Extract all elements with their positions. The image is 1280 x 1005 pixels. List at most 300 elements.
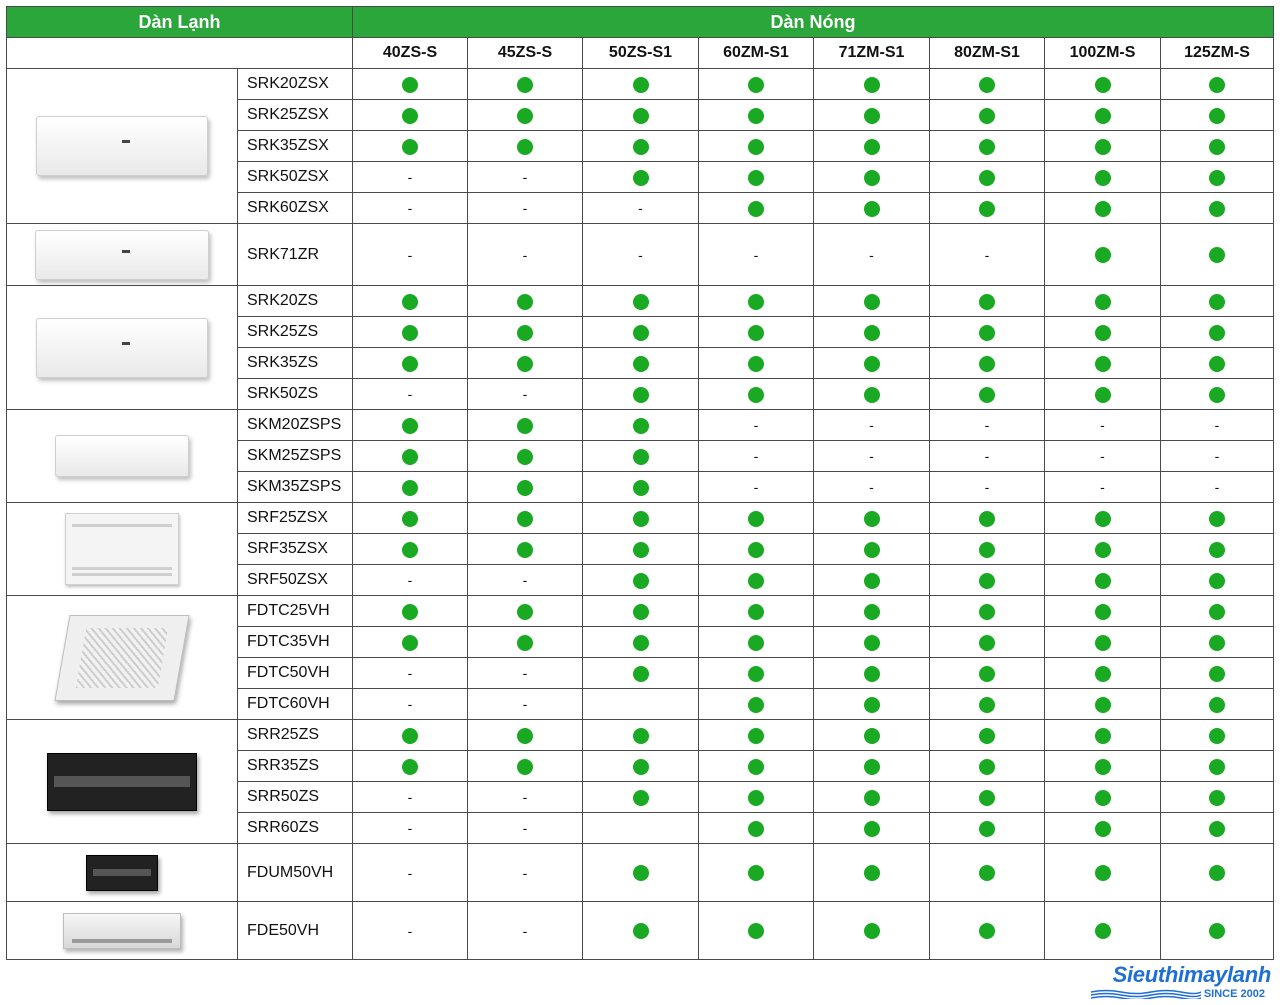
compatible-cell bbox=[930, 193, 1045, 224]
compatible-dot-icon bbox=[1095, 325, 1111, 341]
compatible-cell bbox=[930, 317, 1045, 348]
compatible-cell bbox=[930, 379, 1045, 410]
compatible-dot-icon bbox=[517, 449, 533, 465]
compatible-dot-icon bbox=[864, 635, 880, 651]
indoor-model-name: SRK35ZSX bbox=[238, 131, 353, 162]
compatible-cell bbox=[699, 286, 814, 317]
compatible-cell bbox=[468, 286, 583, 317]
compatible-cell bbox=[468, 100, 583, 131]
unavailable-dash: - bbox=[753, 479, 759, 495]
unavailable-cell bbox=[353, 813, 468, 844]
compatible-dot-icon bbox=[748, 604, 764, 620]
compatible-cell bbox=[353, 503, 468, 534]
compatible-cell bbox=[930, 658, 1045, 689]
compatible-cell bbox=[814, 565, 930, 596]
compatible-cell bbox=[1045, 69, 1161, 100]
compatible-dot-icon bbox=[1095, 666, 1111, 682]
outdoor-model-header: 50ZS-S1 bbox=[583, 38, 699, 69]
outdoor-model-header: 40ZS-S bbox=[353, 38, 468, 69]
compatible-dot-icon bbox=[633, 294, 649, 310]
indoor-model-name: SRK25ZSX bbox=[238, 100, 353, 131]
compatible-cell bbox=[583, 131, 699, 162]
compatible-cell bbox=[468, 720, 583, 751]
compatible-cell bbox=[814, 286, 930, 317]
compatible-cell bbox=[1161, 902, 1274, 960]
compatible-cell bbox=[1045, 902, 1161, 960]
compatible-dot-icon bbox=[979, 325, 995, 341]
unavailable-cell bbox=[468, 658, 583, 689]
ducted-unit-image bbox=[47, 753, 197, 811]
compatible-dot-icon bbox=[748, 356, 764, 372]
unavailable-dash: - bbox=[638, 200, 643, 216]
compatible-dot-icon bbox=[1095, 77, 1111, 93]
compatible-dot-icon bbox=[517, 635, 533, 651]
compatible-cell bbox=[1045, 689, 1161, 720]
compatible-cell bbox=[814, 193, 930, 224]
unavailable-dash: - bbox=[1100, 448, 1105, 464]
compatible-cell bbox=[1161, 720, 1274, 751]
compatible-dot-icon bbox=[748, 697, 764, 713]
compatible-dot-icon bbox=[979, 170, 995, 186]
compatible-dot-icon bbox=[1095, 790, 1111, 806]
compatible-cell bbox=[930, 689, 1045, 720]
compatible-dot-icon bbox=[979, 511, 995, 527]
outdoor-model-header: 45ZS-S bbox=[468, 38, 583, 69]
compatible-dot-icon bbox=[517, 542, 533, 558]
compatible-cell bbox=[699, 658, 814, 689]
compatible-dot-icon bbox=[748, 542, 764, 558]
compatible-dot-icon bbox=[1209, 635, 1225, 651]
compatible-dot-icon bbox=[1209, 247, 1225, 263]
outdoor-model-header: 71ZM-S1 bbox=[814, 38, 930, 69]
compatible-cell bbox=[930, 751, 1045, 782]
compatible-dot-icon bbox=[1209, 325, 1225, 341]
compatible-dot-icon bbox=[517, 325, 533, 341]
compatible-cell bbox=[930, 596, 1045, 627]
empty-cell bbox=[583, 813, 699, 844]
unavailable-cell bbox=[814, 224, 930, 286]
compatible-cell bbox=[583, 658, 699, 689]
unavailable-dash: - bbox=[407, 246, 413, 263]
compatible-dot-icon bbox=[1095, 865, 1111, 881]
unavailable-cell bbox=[1161, 441, 1274, 472]
indoor-model-name: SRR25ZS bbox=[238, 720, 353, 751]
compatible-cell bbox=[1045, 534, 1161, 565]
indoor-model-name: SKM25ZSPS bbox=[238, 441, 353, 472]
compatible-dot-icon bbox=[633, 635, 649, 651]
compatible-dot-icon bbox=[748, 294, 764, 310]
compatible-cell bbox=[930, 100, 1045, 131]
compatible-cell bbox=[814, 534, 930, 565]
compatible-cell bbox=[1161, 348, 1274, 379]
compatible-dot-icon bbox=[1209, 387, 1225, 403]
compatible-cell bbox=[1045, 348, 1161, 379]
compatible-cell bbox=[1045, 224, 1161, 286]
unavailable-dash: - bbox=[753, 417, 759, 433]
indoor-model-name: SRK60ZSX bbox=[238, 193, 353, 224]
compatible-dot-icon bbox=[864, 604, 880, 620]
unavailable-cell bbox=[468, 844, 583, 902]
compatible-dot-icon bbox=[979, 573, 995, 589]
wave-icon bbox=[1091, 989, 1201, 999]
compatible-cell bbox=[583, 844, 699, 902]
compatible-dot-icon bbox=[402, 542, 418, 558]
compatible-dot-icon bbox=[633, 480, 649, 496]
table-row bbox=[7, 286, 1274, 317]
indoor-model-name: SRF35ZSX bbox=[238, 534, 353, 565]
unavailable-dash: - bbox=[522, 820, 528, 836]
compatible-dot-icon bbox=[1209, 77, 1225, 93]
compatible-cell bbox=[930, 782, 1045, 813]
indoor-model-name: SRF50ZSX bbox=[238, 565, 353, 596]
indoor-model-name: SRR50ZS bbox=[238, 782, 353, 813]
compatible-dot-icon bbox=[1095, 170, 1111, 186]
compatible-cell bbox=[353, 69, 468, 100]
unavailable-dash: - bbox=[522, 864, 528, 881]
compatible-dot-icon bbox=[1095, 573, 1111, 589]
unavailable-cell bbox=[468, 689, 583, 720]
compatible-cell bbox=[1045, 844, 1161, 902]
indoor-unit-image-cell bbox=[7, 844, 238, 902]
indoor-model-name: SRK35ZS bbox=[238, 348, 353, 379]
compatible-dot-icon bbox=[633, 666, 649, 682]
compatible-cell bbox=[468, 69, 583, 100]
unavailable-dash: - bbox=[1100, 417, 1105, 433]
indoor-model-name: SRK25ZS bbox=[238, 317, 353, 348]
unavailable-cell bbox=[1045, 472, 1161, 503]
unavailable-cell bbox=[1045, 441, 1161, 472]
compatible-cell bbox=[814, 902, 930, 960]
table-row bbox=[7, 503, 1274, 534]
compatible-cell bbox=[1161, 286, 1274, 317]
compatible-cell bbox=[814, 627, 930, 658]
indoor-unit-image-cell bbox=[7, 224, 238, 286]
ceiling-suspended-unit-image bbox=[63, 913, 181, 949]
unavailable-cell bbox=[468, 224, 583, 286]
compatible-cell bbox=[814, 317, 930, 348]
unavailable-dash: - bbox=[407, 864, 413, 881]
table-row bbox=[7, 224, 1274, 286]
compatible-cell bbox=[699, 627, 814, 658]
compatible-cell bbox=[583, 902, 699, 960]
unavailable-dash: - bbox=[522, 922, 528, 939]
compatible-cell bbox=[930, 286, 1045, 317]
compatible-dot-icon bbox=[1209, 201, 1225, 217]
unavailable-cell bbox=[930, 441, 1045, 472]
compatible-dot-icon bbox=[1095, 728, 1111, 744]
compatible-dot-icon bbox=[979, 294, 995, 310]
unavailable-dash: - bbox=[522, 696, 528, 712]
compatible-dot-icon bbox=[1209, 604, 1225, 620]
compatible-dot-icon bbox=[1209, 759, 1225, 775]
indoor-model-name: SRR60ZS bbox=[238, 813, 353, 844]
compatible-dot-icon bbox=[1209, 573, 1225, 589]
compatible-cell bbox=[583, 317, 699, 348]
unavailable-cell bbox=[468, 902, 583, 960]
ducted-unit-small-image bbox=[86, 855, 158, 891]
compatible-dot-icon bbox=[402, 294, 418, 310]
compatible-dot-icon bbox=[748, 325, 764, 341]
compatible-dot-icon bbox=[864, 923, 880, 939]
compatible-cell bbox=[583, 379, 699, 410]
indoor-model-name: SKM20ZSPS bbox=[238, 410, 353, 441]
compatible-dot-icon bbox=[748, 139, 764, 155]
compatible-cell bbox=[699, 503, 814, 534]
unavailable-cell bbox=[353, 193, 468, 224]
compatible-cell bbox=[699, 751, 814, 782]
unavailable-cell bbox=[468, 379, 583, 410]
compatible-dot-icon bbox=[633, 387, 649, 403]
unavailable-cell bbox=[1161, 410, 1274, 441]
compatible-cell bbox=[1045, 193, 1161, 224]
compatible-dot-icon bbox=[979, 635, 995, 651]
unavailable-dash: - bbox=[407, 169, 413, 185]
compatible-dot-icon bbox=[633, 604, 649, 620]
unavailable-cell bbox=[468, 782, 583, 813]
compatible-dot-icon bbox=[864, 387, 880, 403]
compatible-dot-icon bbox=[864, 728, 880, 744]
compatible-dot-icon bbox=[1209, 666, 1225, 682]
compatible-dot-icon bbox=[979, 201, 995, 217]
compatible-cell bbox=[583, 565, 699, 596]
unavailable-dash: - bbox=[1214, 448, 1220, 464]
unavailable-dash: - bbox=[407, 922, 413, 939]
compatible-cell bbox=[699, 131, 814, 162]
compatible-cell bbox=[353, 534, 468, 565]
compatible-dot-icon bbox=[1095, 247, 1111, 263]
compatible-dot-icon bbox=[633, 418, 649, 434]
compatible-cell bbox=[699, 689, 814, 720]
compatible-cell bbox=[1161, 813, 1274, 844]
compatible-dot-icon bbox=[748, 923, 764, 939]
indoor-model-name: SRR35ZS bbox=[238, 751, 353, 782]
outdoor-model-header: 80ZM-S1 bbox=[930, 38, 1045, 69]
indoor-unit-image-cell bbox=[7, 596, 238, 720]
compatible-dot-icon bbox=[1209, 139, 1225, 155]
unavailable-cell bbox=[699, 410, 814, 441]
compatible-dot-icon bbox=[748, 387, 764, 403]
unavailable-dash: - bbox=[869, 246, 874, 263]
compatible-cell bbox=[468, 317, 583, 348]
compatible-cell bbox=[1161, 503, 1274, 534]
compatible-cell bbox=[1161, 131, 1274, 162]
compatible-dot-icon bbox=[1095, 759, 1111, 775]
unavailable-dash: - bbox=[1214, 417, 1220, 433]
unavailable-dash: - bbox=[407, 200, 413, 216]
unavailable-dash: - bbox=[984, 417, 990, 433]
compatible-cell bbox=[468, 596, 583, 627]
compatible-cell bbox=[1045, 565, 1161, 596]
compatible-cell bbox=[1045, 627, 1161, 658]
compatible-cell bbox=[1161, 627, 1274, 658]
compatible-dot-icon bbox=[1209, 923, 1225, 939]
compatible-dot-icon bbox=[748, 790, 764, 806]
unavailable-cell bbox=[1161, 472, 1274, 503]
compatible-cell bbox=[699, 813, 814, 844]
compatible-cell bbox=[583, 348, 699, 379]
empty-cell bbox=[583, 689, 699, 720]
compatible-cell bbox=[1045, 100, 1161, 131]
unavailable-cell bbox=[699, 441, 814, 472]
unavailable-cell bbox=[930, 472, 1045, 503]
compatible-cell bbox=[699, 348, 814, 379]
wall-mounted-unit-image bbox=[36, 116, 208, 176]
compatible-dot-icon bbox=[402, 635, 418, 651]
compatible-dot-icon bbox=[517, 480, 533, 496]
compatible-dot-icon bbox=[402, 108, 418, 124]
unavailable-dash: - bbox=[869, 448, 874, 464]
compatible-dot-icon bbox=[979, 697, 995, 713]
indoor-unit-image-cell bbox=[7, 410, 238, 503]
compatible-cell bbox=[930, 844, 1045, 902]
compatible-cell bbox=[814, 379, 930, 410]
compatible-dot-icon bbox=[979, 759, 995, 775]
compatible-dot-icon bbox=[864, 865, 880, 881]
compatible-cell bbox=[930, 534, 1045, 565]
compatible-cell bbox=[1045, 782, 1161, 813]
unavailable-dash: - bbox=[522, 665, 528, 681]
compatible-cell bbox=[930, 902, 1045, 960]
outdoor-units-header: Dàn Nóng bbox=[353, 7, 1274, 38]
compatible-dot-icon bbox=[633, 356, 649, 372]
compatible-cell bbox=[583, 782, 699, 813]
compatible-dot-icon bbox=[1095, 697, 1111, 713]
compatible-cell bbox=[468, 131, 583, 162]
compatible-dot-icon bbox=[1209, 511, 1225, 527]
compatible-dot-icon bbox=[1095, 108, 1111, 124]
compatibility-table bbox=[6, 6, 1274, 960]
compatible-dot-icon bbox=[748, 635, 764, 651]
compatible-dot-icon bbox=[633, 325, 649, 341]
compatible-cell bbox=[814, 689, 930, 720]
table-row bbox=[7, 410, 1274, 441]
compatible-cell bbox=[1161, 565, 1274, 596]
compatible-dot-icon bbox=[1095, 604, 1111, 620]
unavailable-dash: - bbox=[1214, 479, 1220, 495]
compatible-cell bbox=[814, 162, 930, 193]
compatible-cell bbox=[353, 286, 468, 317]
compatible-dot-icon bbox=[864, 139, 880, 155]
compatible-dot-icon bbox=[864, 573, 880, 589]
compatible-cell bbox=[583, 69, 699, 100]
indoor-model-name: SRF25ZSX bbox=[238, 503, 353, 534]
compatible-dot-icon bbox=[979, 821, 995, 837]
indoor-model-name: SRK20ZS bbox=[238, 286, 353, 317]
unavailable-dash: - bbox=[407, 572, 413, 588]
compatible-cell bbox=[1045, 658, 1161, 689]
table-row bbox=[7, 844, 1274, 902]
unavailable-dash: - bbox=[522, 200, 528, 216]
compatible-dot-icon bbox=[864, 821, 880, 837]
compatible-dot-icon bbox=[633, 77, 649, 93]
outdoor-model-header: 125ZM-S bbox=[1161, 38, 1274, 69]
compatible-dot-icon bbox=[979, 865, 995, 881]
compatible-cell bbox=[699, 565, 814, 596]
compatible-dot-icon bbox=[864, 108, 880, 124]
compatible-cell bbox=[353, 627, 468, 658]
compatible-cell bbox=[353, 131, 468, 162]
outdoor-model-header: 60ZM-S1 bbox=[699, 38, 814, 69]
compatible-dot-icon bbox=[979, 356, 995, 372]
compatible-dot-icon bbox=[517, 77, 533, 93]
compatible-dot-icon bbox=[748, 511, 764, 527]
unavailable-dash: - bbox=[522, 169, 528, 185]
unavailable-dash: - bbox=[869, 417, 874, 433]
unavailable-dash: - bbox=[638, 246, 643, 263]
unavailable-dash: - bbox=[522, 246, 528, 263]
compatible-dot-icon bbox=[402, 759, 418, 775]
compatible-dot-icon bbox=[864, 201, 880, 217]
compatible-cell bbox=[353, 348, 468, 379]
wall-mounted-unit-large-image bbox=[35, 230, 209, 280]
compatible-cell bbox=[353, 596, 468, 627]
compatible-cell bbox=[1161, 162, 1274, 193]
compatible-dot-icon bbox=[864, 542, 880, 558]
indoor-model-name: SRK20ZSX bbox=[238, 69, 353, 100]
unavailable-cell bbox=[468, 193, 583, 224]
compatible-cell bbox=[1045, 379, 1161, 410]
unavailable-cell bbox=[930, 224, 1045, 286]
compatible-cell bbox=[930, 813, 1045, 844]
indoor-model-name: SRK50ZS bbox=[238, 379, 353, 410]
compatible-cell bbox=[1161, 100, 1274, 131]
table-row bbox=[7, 902, 1274, 960]
indoor-unit-image-cell bbox=[7, 69, 238, 224]
compatible-dot-icon bbox=[517, 139, 533, 155]
compatible-cell bbox=[930, 565, 1045, 596]
compatible-dot-icon bbox=[517, 604, 533, 620]
compatible-cell bbox=[814, 503, 930, 534]
compatible-cell bbox=[1045, 720, 1161, 751]
compatible-cell bbox=[814, 844, 930, 902]
unavailable-cell bbox=[930, 410, 1045, 441]
compatible-cell bbox=[814, 100, 930, 131]
wall-mounted-unit-small-image bbox=[55, 435, 189, 477]
compatible-cell bbox=[1045, 162, 1161, 193]
compatible-dot-icon bbox=[1095, 635, 1111, 651]
compatible-cell bbox=[814, 782, 930, 813]
unavailable-dash: - bbox=[407, 789, 413, 805]
compatible-cell bbox=[1045, 813, 1161, 844]
unavailable-cell bbox=[1045, 410, 1161, 441]
compatible-dot-icon bbox=[979, 604, 995, 620]
compatible-cell bbox=[353, 317, 468, 348]
compatible-cell bbox=[1045, 596, 1161, 627]
outdoor-model-header: 100ZM-S bbox=[1045, 38, 1161, 69]
compatible-dot-icon bbox=[402, 604, 418, 620]
compatible-dot-icon bbox=[517, 108, 533, 124]
compatible-dot-icon bbox=[1209, 542, 1225, 558]
compatible-cell bbox=[353, 472, 468, 503]
indoor-model-name: SRK71ZR bbox=[238, 224, 353, 286]
compatible-dot-icon bbox=[979, 108, 995, 124]
unavailable-cell bbox=[353, 844, 468, 902]
unavailable-cell bbox=[583, 224, 699, 286]
compatible-cell bbox=[583, 100, 699, 131]
compatible-cell bbox=[1161, 751, 1274, 782]
compatible-dot-icon bbox=[1209, 108, 1225, 124]
compatible-cell bbox=[583, 286, 699, 317]
compatible-dot-icon bbox=[517, 728, 533, 744]
compatible-dot-icon bbox=[748, 77, 764, 93]
indoor-model-name: FDTC25VH bbox=[238, 596, 353, 627]
compatible-dot-icon bbox=[633, 759, 649, 775]
compatible-dot-icon bbox=[1209, 170, 1225, 186]
compatible-dot-icon bbox=[633, 728, 649, 744]
compatible-cell bbox=[468, 410, 583, 441]
unavailable-cell bbox=[353, 565, 468, 596]
compatible-dot-icon bbox=[633, 511, 649, 527]
